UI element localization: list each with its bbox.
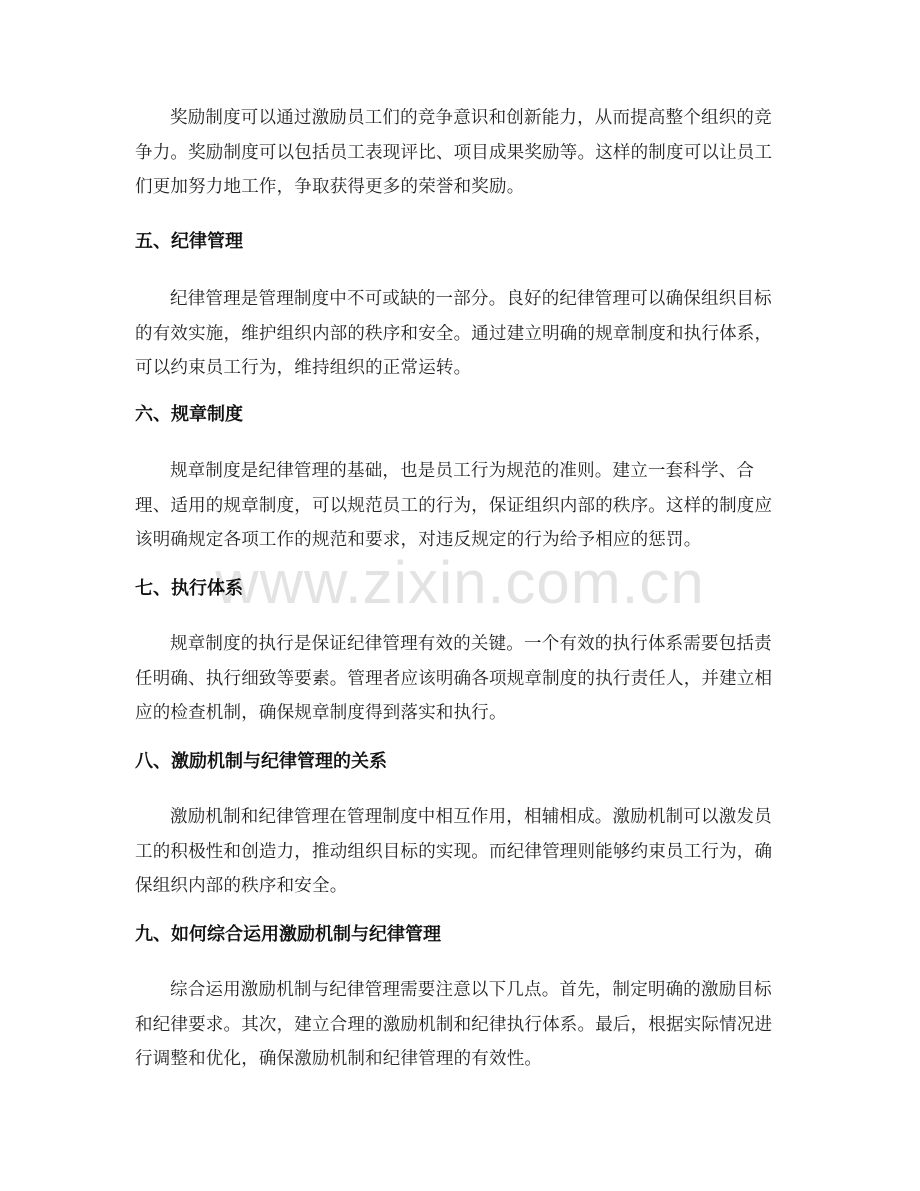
section-body-9: 综合运用激励机制与纪律管理需要注意以下几点。首先，制定明确的激励目标和纪律要求。其次，建立合理的激励机制和纪律执行体系。最后，根据实际情况进行调整和优化，确保激励机制和纪律管理的有效性。 bbox=[135, 980, 773, 1069]
section-body-7: 规章制度的执行是保证纪律管理有效的关键。一个有效的执行体系需要包括责任明确、执行细致等要素。管理者应该明确各项规章制度的执行责任人，并建立相应的检查机制，确保规章制度得到落实和执行。 bbox=[135, 634, 773, 723]
section-heading-6: 六、规章制度 bbox=[135, 404, 243, 425]
section-body-6: 规章制度是纪律管理的基础，也是员工行为规范的准则。建立一套科学、合理、适用的规章制度，可以规范员工的行为，保证组织内部的秩序。这样的制度应该明确规定各项工作的规范和要求，对违反规定的行为给予相应的惩罚。 bbox=[135, 461, 773, 550]
section-heading-8: 八、激励机制与纪律管理的关系 bbox=[135, 751, 387, 772]
section-heading-9: 九、如何综合运用激励机制与纪律管理 bbox=[135, 924, 441, 945]
section-body-5: 纪律管理是管理制度中不可或缺的一部分。良好的纪律管理可以确保组织目标的有效实施，维护组织内部的秩序和安全。通过建立明确的规章制度和执行体系，可以约束员工行为，维持组织的正常运转。 bbox=[135, 289, 773, 378]
intro-paragraph: 奖励制度可以通过激励员工们的竞争意识和创新能力，从而提高整个组织的竞争力。奖励制度可以包括员工表现评比、项目成果奖励等。这样的制度可以让员工们更加努力地工作，争取获得更多的荣誉和奖励。 bbox=[135, 108, 773, 197]
section-heading-5: 五、纪律管理 bbox=[135, 231, 243, 252]
section-heading-7: 七、执行体系 bbox=[135, 578, 243, 599]
watermark: www.zixin.com.cn bbox=[215, 549, 705, 616]
section-body-8: 激励机制和纪律管理在管理制度中相互作用，相辅相成。激励机制可以激发员工的积极性和创造力，推动组织目标的实现。而纪律管理则能够约束员工行为，确保组织内部的秩序和安全。 bbox=[135, 807, 773, 896]
